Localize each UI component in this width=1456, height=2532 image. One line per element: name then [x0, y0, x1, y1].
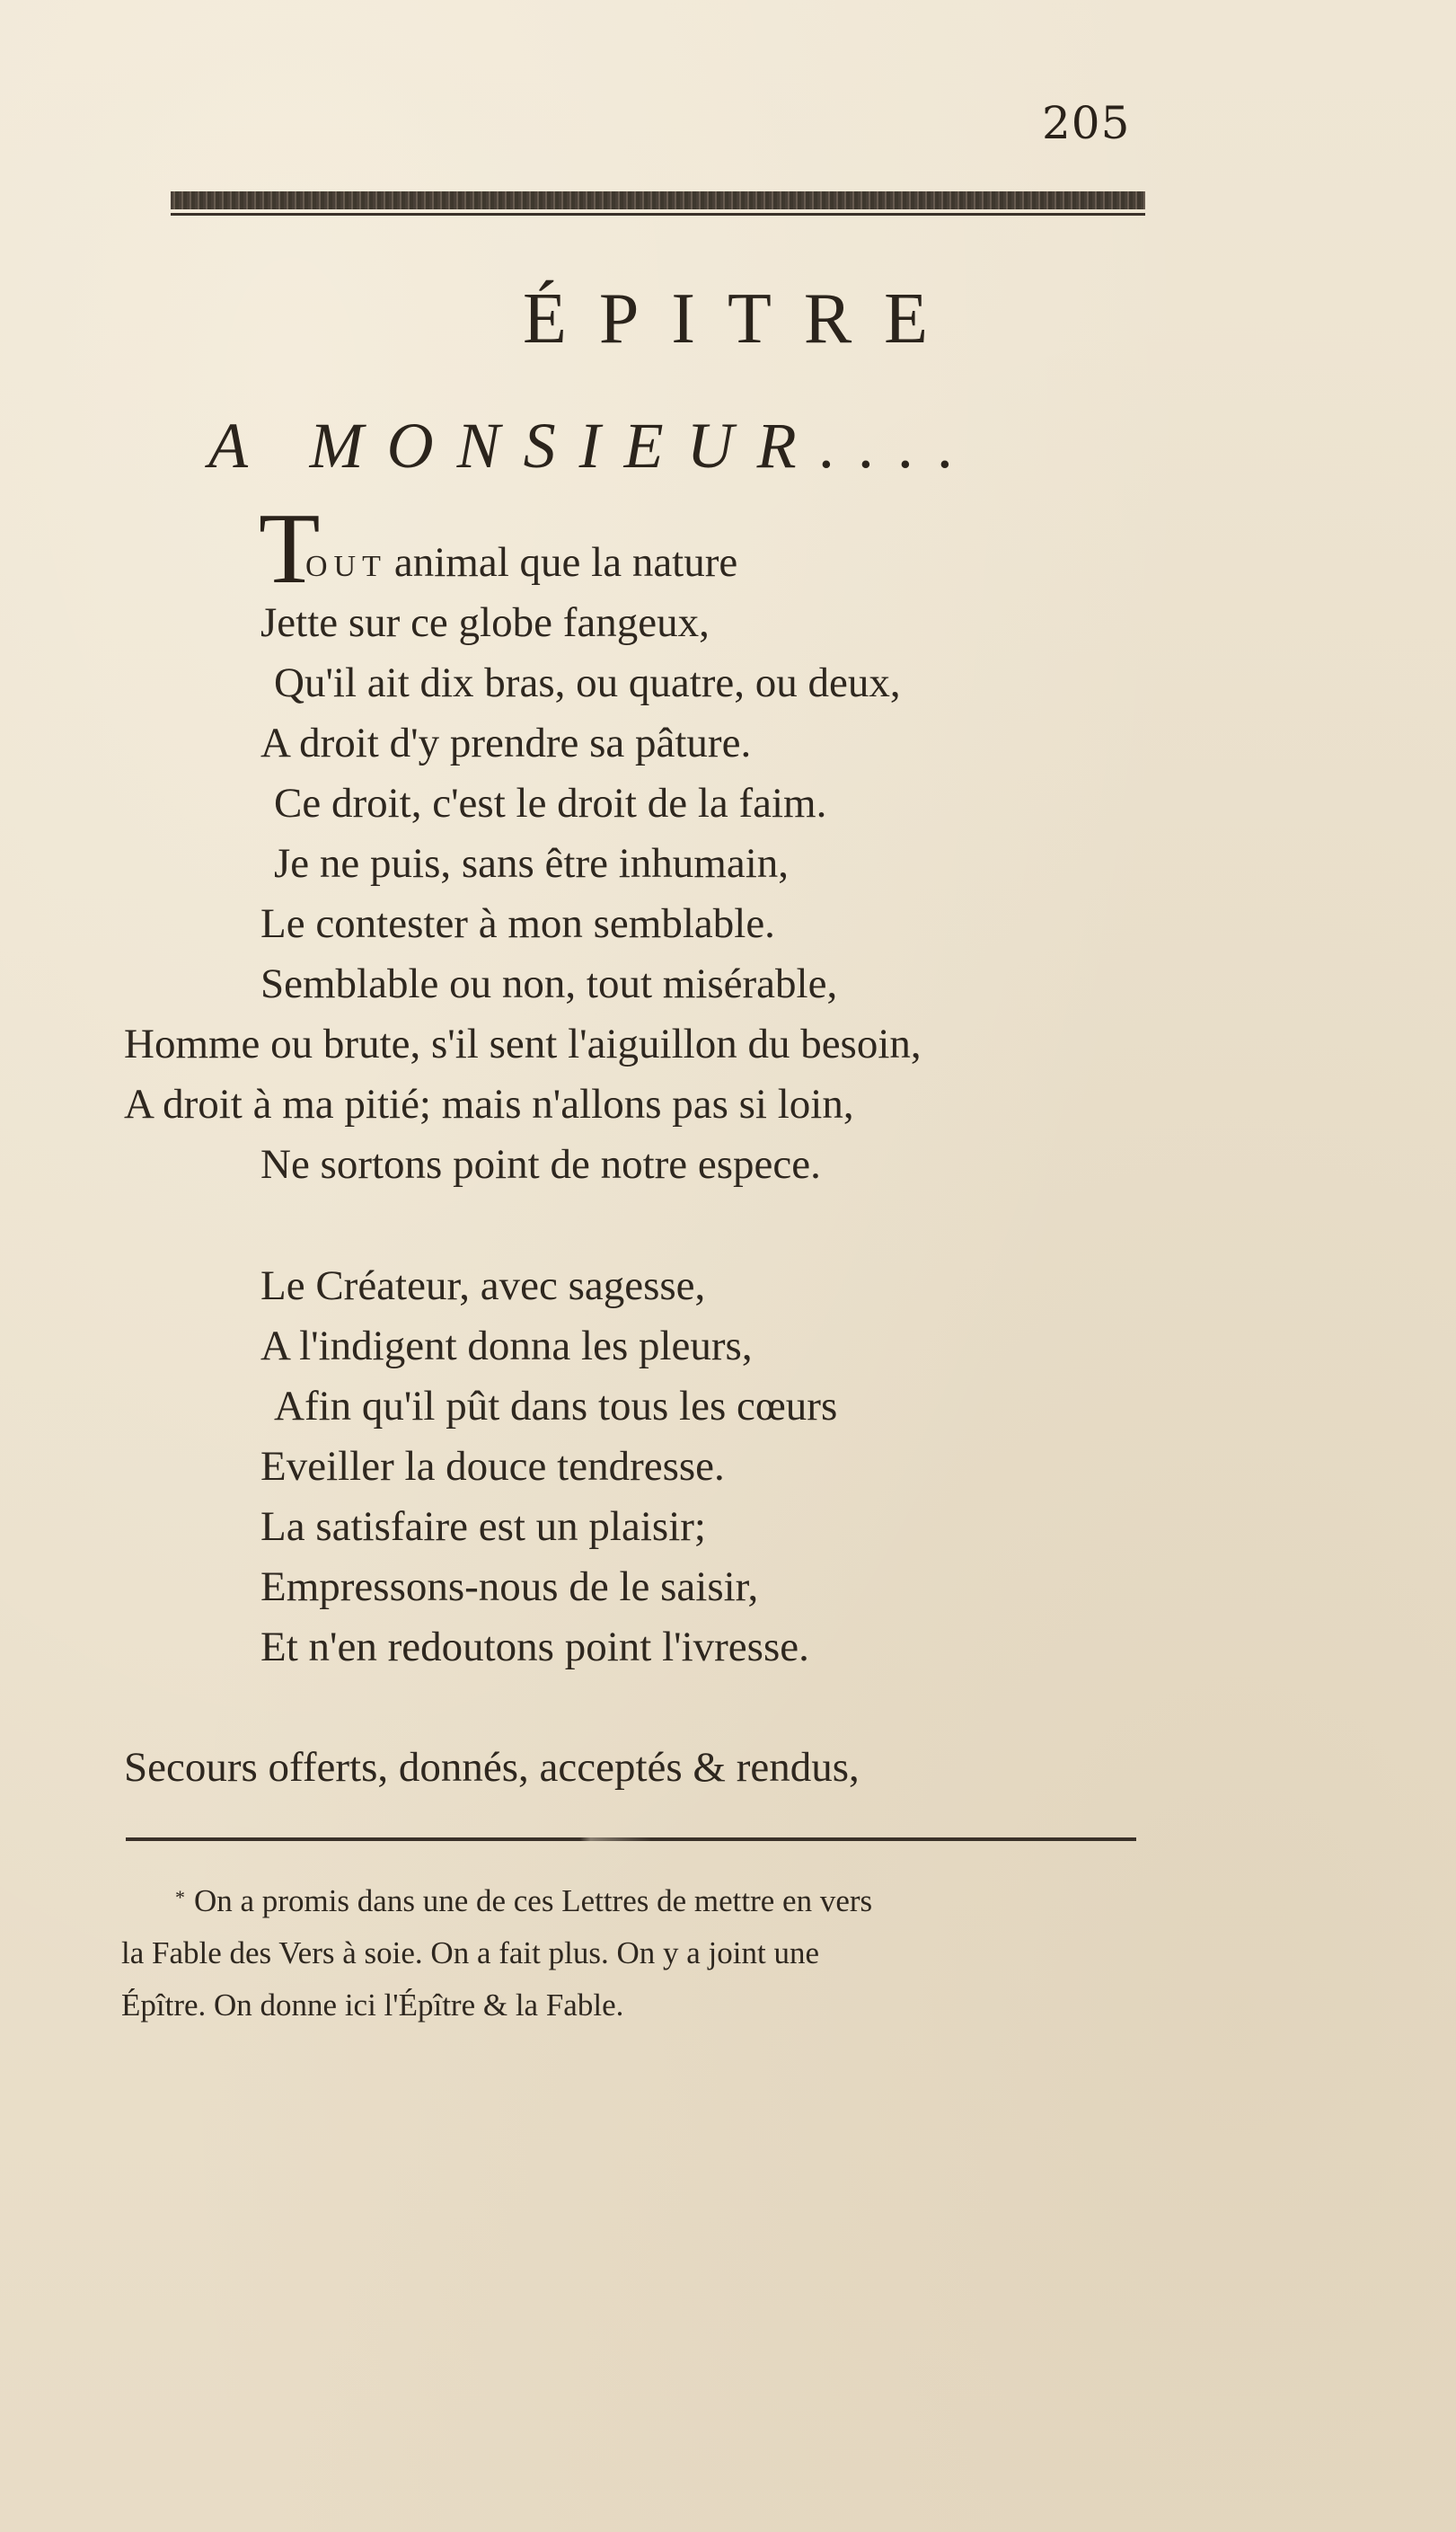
first-word-small-caps: OUT [305, 550, 387, 583]
ornament-band [171, 191, 1145, 209]
ornament-thin-rule [171, 213, 1145, 216]
page-subtitle: A MONSIEUR.... [208, 410, 978, 482]
poem-line-14: Afin qu'il pût dans tous les cœurs [274, 1383, 838, 1430]
poem-line-15: Eveiller la douce tendresse. [260, 1443, 725, 1490]
page-title: ÉPITRE [522, 279, 961, 359]
poem-line-3: Qu'il ait dix bras, ou quatre, ou deux, [274, 660, 901, 706]
footnote-rule [126, 1837, 1136, 1841]
poem-line-1 [305, 539, 738, 586]
footnote-text: On a promis dans une de ces Lettres de mettre en vers [194, 1883, 873, 1918]
poem-line-9: Homme ou brute, s'il sent l'aiguillon du besoin, [124, 1021, 922, 1067]
poem-line-text: animal que la nature [393, 539, 738, 586]
poem-line-19: Secours offerts, donnés, acceptés & rendus, [124, 1744, 860, 1791]
footnote-line-3: Épître. On donne ici l'Épître & la Fable. [121, 1988, 624, 2023]
poem-line-12: Le Créateur, avec sagesse, [260, 1262, 706, 1309]
poem-line-8: Semblable ou non, tout misérable, [260, 961, 838, 1007]
poem-line-2: Jette sur ce globe fangeux, [260, 599, 710, 646]
ornamental-header-rule [171, 191, 1145, 217]
poem-line-17: Empressons-nous de le saisir, [260, 1563, 759, 1610]
poem-line-4: A droit d'y prendre sa pâture. [260, 720, 752, 766]
poem-line-5: Ce droit, c'est le droit de la faim. [274, 780, 827, 827]
drop-cap: T [259, 493, 321, 605]
poem-line-18: Et n'en redoutons point l'ivresse. [260, 1624, 809, 1670]
page-number: 205 [1042, 97, 1131, 149]
poem-line-10: A droit à ma pitié; mais n'allons pas si loin, [124, 1081, 854, 1128]
poem-line-7: Le contester à mon semblable. [260, 900, 775, 947]
poem-line-11: Ne sortons point de notre espece. [260, 1141, 821, 1188]
poem-line-13: A l'indigent donna les pleurs, [260, 1323, 753, 1369]
footnote-line-2: la Fable des Vers à soie. On a fait plus. On y a joint une [121, 1935, 819, 1970]
poem-line-6: Je ne puis, sans être inhumain, [274, 840, 790, 887]
footnote-mark: * [175, 1886, 185, 1908]
poem-line-16: La satisfaire est un plaisir; [260, 1503, 706, 1550]
footnote-line-1 [175, 1885, 872, 1917]
